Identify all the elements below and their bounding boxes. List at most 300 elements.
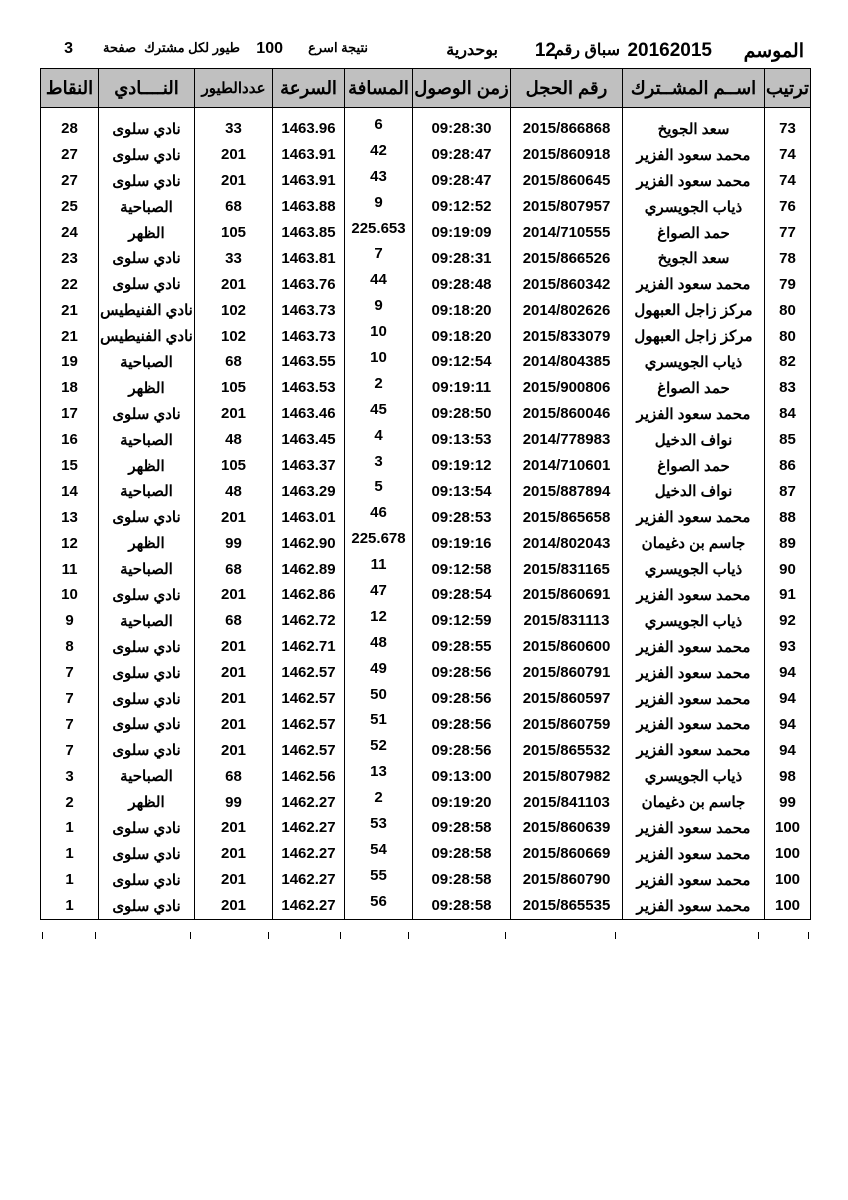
table-row bbox=[41, 271, 811, 297]
cell-ring: 2014/802043 bbox=[511, 530, 623, 556]
cell-distance: 51 bbox=[345, 711, 413, 737]
cell-birds: 201 bbox=[195, 660, 273, 686]
col-header-arrival: زمن الوصول bbox=[413, 69, 511, 108]
cell-distance: 4 bbox=[345, 427, 413, 453]
cell-birds: 201 bbox=[195, 634, 273, 660]
cell-birds: 201 bbox=[195, 867, 273, 893]
cell-distance: 49 bbox=[345, 660, 413, 686]
cell-rank: 94 bbox=[765, 660, 811, 686]
results-table bbox=[40, 68, 811, 920]
cell-arrival: 09:28:56 bbox=[413, 660, 511, 686]
cell-ring: 2015/866526 bbox=[511, 245, 623, 271]
cell-arrival: 09:28:47 bbox=[413, 142, 511, 168]
cell-speed: 1463.29 bbox=[273, 478, 345, 504]
cell-club: نادي سلوى bbox=[99, 815, 195, 841]
cell-arrival: 09:28:58 bbox=[413, 815, 511, 841]
cell-distance: 47 bbox=[345, 582, 413, 608]
col-header-distance: المسافة bbox=[345, 69, 413, 108]
cell-rank: 94 bbox=[765, 737, 811, 763]
cell-rank: 100 bbox=[765, 893, 811, 919]
cell-distance: 2 bbox=[345, 375, 413, 401]
cell-name: محمد سعود الفزير bbox=[623, 168, 765, 194]
table-row bbox=[41, 711, 811, 737]
spacer-cell bbox=[765, 108, 811, 117]
cell-name: حمد الصواغ bbox=[623, 220, 765, 246]
cell-arrival: 09:12:59 bbox=[413, 608, 511, 634]
cell-rank: 79 bbox=[765, 271, 811, 297]
cell-distance: 6 bbox=[345, 116, 413, 142]
cell-distance: 7 bbox=[345, 245, 413, 271]
cell-arrival: 09:18:20 bbox=[413, 323, 511, 349]
cell-rank: 92 bbox=[765, 608, 811, 634]
cell-name: محمد سعود الفزير bbox=[623, 867, 765, 893]
cell-club: الصباحية bbox=[99, 478, 195, 504]
table-row bbox=[41, 582, 811, 608]
cell-name: حمد الصواغ bbox=[623, 453, 765, 479]
table-row bbox=[41, 660, 811, 686]
column-tick-mark bbox=[190, 932, 191, 939]
cell-birds: 33 bbox=[195, 245, 273, 271]
cell-ring: 2015/860645 bbox=[511, 168, 623, 194]
table-row bbox=[41, 789, 811, 815]
cell-rank: 73 bbox=[765, 116, 811, 142]
fastest-count: 100 bbox=[256, 40, 283, 57]
cell-points: 7 bbox=[41, 686, 99, 712]
table-row bbox=[41, 686, 811, 712]
cell-points: 15 bbox=[41, 453, 99, 479]
cell-distance: 11 bbox=[345, 556, 413, 582]
column-tick-mark bbox=[758, 932, 759, 939]
cell-arrival: 09:28:30 bbox=[413, 116, 511, 142]
cell-ring: 2015/865535 bbox=[511, 893, 623, 919]
table-body bbox=[41, 108, 811, 920]
table-row bbox=[41, 453, 811, 479]
cell-name: محمد سعود الفزير bbox=[623, 582, 765, 608]
column-tick-mark bbox=[408, 932, 409, 939]
cell-name: محمد سعود الفزير bbox=[623, 660, 765, 686]
cell-ring: 2015/831165 bbox=[511, 556, 623, 582]
cell-ring: 2015/865532 bbox=[511, 737, 623, 763]
spacer-cell bbox=[195, 108, 273, 117]
cell-points: 12 bbox=[41, 530, 99, 556]
cell-distance: 225.678 bbox=[345, 530, 413, 556]
cell-points: 24 bbox=[41, 220, 99, 246]
cell-speed: 1462.27 bbox=[273, 867, 345, 893]
cell-name: ذياب الجويسري bbox=[623, 194, 765, 220]
cell-name: ذياب الجويسري bbox=[623, 763, 765, 789]
cell-club: نادي سلوى bbox=[99, 116, 195, 142]
cell-speed: 1462.57 bbox=[273, 686, 345, 712]
cell-speed: 1462.86 bbox=[273, 582, 345, 608]
cell-birds: 105 bbox=[195, 375, 273, 401]
col-header-club: النــــادي bbox=[99, 69, 195, 108]
cell-name: جاسم بن دغيمان bbox=[623, 789, 765, 815]
cell-arrival: 09:19:16 bbox=[413, 530, 511, 556]
cell-club: نادي سلوى bbox=[99, 582, 195, 608]
cell-club: الظهر bbox=[99, 789, 195, 815]
race-number: 12 bbox=[534, 40, 556, 61]
fastest-label: نتيجة اسرع bbox=[308, 40, 368, 55]
cell-rank: 82 bbox=[765, 349, 811, 375]
cell-name: مركز زاجل العبهول bbox=[623, 297, 765, 323]
cell-ring: 2014/710601 bbox=[511, 453, 623, 479]
cell-speed: 1463.81 bbox=[273, 245, 345, 271]
table-row bbox=[41, 245, 811, 271]
cell-rank: 80 bbox=[765, 323, 811, 349]
cell-birds: 99 bbox=[195, 789, 273, 815]
cell-rank: 99 bbox=[765, 789, 811, 815]
cell-rank: 94 bbox=[765, 686, 811, 712]
cell-distance: 44 bbox=[345, 271, 413, 297]
cell-arrival: 09:28:56 bbox=[413, 686, 511, 712]
table-row bbox=[41, 815, 811, 841]
cell-ring: 2015/860342 bbox=[511, 271, 623, 297]
spacer-cell bbox=[273, 108, 345, 117]
season-label: الموسم bbox=[743, 41, 804, 62]
cell-name: سعد الجويخ bbox=[623, 245, 765, 271]
cell-name: محمد سعود الفزير bbox=[623, 815, 765, 841]
cell-points: 27 bbox=[41, 142, 99, 168]
cell-birds: 201 bbox=[195, 815, 273, 841]
spacer-cell bbox=[413, 108, 511, 117]
cell-arrival: 09:19:12 bbox=[413, 453, 511, 479]
spacer-cell bbox=[511, 108, 623, 117]
cell-club: الظهر bbox=[99, 375, 195, 401]
cell-club: نادي سلوى bbox=[99, 634, 195, 660]
season-value: 20162015 bbox=[627, 40, 712, 61]
cell-speed: 1462.89 bbox=[273, 556, 345, 582]
cell-rank: 74 bbox=[765, 168, 811, 194]
report-header bbox=[40, 40, 808, 66]
cell-ring: 2015/887894 bbox=[511, 478, 623, 504]
cell-club: الصباحية bbox=[99, 427, 195, 453]
cell-name: مركز زاجل العبهول bbox=[623, 323, 765, 349]
table-row bbox=[41, 737, 811, 763]
cell-speed: 1462.27 bbox=[273, 841, 345, 867]
cell-points: 18 bbox=[41, 375, 99, 401]
cell-points: 19 bbox=[41, 349, 99, 375]
cell-distance: 12 bbox=[345, 608, 413, 634]
cell-birds: 48 bbox=[195, 478, 273, 504]
cell-name: محمد سعود الفزير bbox=[623, 504, 765, 530]
cell-arrival: 09:28:53 bbox=[413, 504, 511, 530]
cell-rank: 100 bbox=[765, 867, 811, 893]
cell-arrival: 09:28:58 bbox=[413, 867, 511, 893]
cell-birds: 105 bbox=[195, 220, 273, 246]
spacer-cell bbox=[41, 108, 99, 117]
cell-speed: 1462.57 bbox=[273, 660, 345, 686]
cell-distance: 43 bbox=[345, 168, 413, 194]
cell-speed: 1463.37 bbox=[273, 453, 345, 479]
cell-rank: 89 bbox=[765, 530, 811, 556]
table-row bbox=[41, 504, 811, 530]
cell-speed: 1463.91 bbox=[273, 142, 345, 168]
cell-distance: 55 bbox=[345, 867, 413, 893]
cell-distance: 52 bbox=[345, 737, 413, 763]
cell-points: 22 bbox=[41, 271, 99, 297]
cell-club: الصباحية bbox=[99, 763, 195, 789]
cell-distance: 48 bbox=[345, 634, 413, 660]
cell-club: نادي سلوى bbox=[99, 168, 195, 194]
cell-arrival: 09:28:48 bbox=[413, 271, 511, 297]
cell-ring: 2014/710555 bbox=[511, 220, 623, 246]
cell-rank: 94 bbox=[765, 711, 811, 737]
spacer-cell bbox=[623, 108, 765, 117]
page-number: 3 bbox=[64, 40, 73, 57]
cell-speed: 1463.88 bbox=[273, 194, 345, 220]
cell-arrival: 09:28:56 bbox=[413, 711, 511, 737]
table-row bbox=[41, 323, 811, 349]
cell-rank: 83 bbox=[765, 375, 811, 401]
cell-arrival: 09:28:58 bbox=[413, 841, 511, 867]
cell-birds: 48 bbox=[195, 427, 273, 453]
cell-points: 14 bbox=[41, 478, 99, 504]
cell-distance: 13 bbox=[345, 763, 413, 789]
cell-arrival: 09:12:54 bbox=[413, 349, 511, 375]
cell-club: نادي سلوى bbox=[99, 401, 195, 427]
col-header-rank: ترتيب bbox=[765, 69, 811, 108]
cell-name: نواف الدخيل bbox=[623, 427, 765, 453]
cell-ring: 2015/807982 bbox=[511, 763, 623, 789]
table-spacer-row bbox=[41, 108, 811, 117]
race-location: بوحدرية bbox=[446, 42, 498, 59]
cell-club: نادي سلوى bbox=[99, 686, 195, 712]
cell-club: نادي سلوى bbox=[99, 245, 195, 271]
cell-arrival: 09:18:20 bbox=[413, 297, 511, 323]
cell-birds: 99 bbox=[195, 530, 273, 556]
cell-club: نادي سلوى bbox=[99, 271, 195, 297]
cell-birds: 33 bbox=[195, 116, 273, 142]
cell-club: الصباحية bbox=[99, 556, 195, 582]
column-tick-mark bbox=[95, 932, 96, 939]
table-row bbox=[41, 608, 811, 634]
cell-birds: 201 bbox=[195, 168, 273, 194]
cell-rank: 100 bbox=[765, 815, 811, 841]
cell-speed: 1463.85 bbox=[273, 220, 345, 246]
table-row bbox=[41, 841, 811, 867]
cell-arrival: 09:28:47 bbox=[413, 168, 511, 194]
cell-points: 27 bbox=[41, 168, 99, 194]
cell-birds: 68 bbox=[195, 556, 273, 582]
cell-club: نادي سلوى bbox=[99, 841, 195, 867]
table-row bbox=[41, 556, 811, 582]
cell-distance: 56 bbox=[345, 893, 413, 919]
table-row bbox=[41, 375, 811, 401]
cell-speed: 1462.57 bbox=[273, 711, 345, 737]
cell-arrival: 09:28:58 bbox=[413, 893, 511, 919]
column-tick-mark bbox=[505, 932, 506, 939]
cell-club: نادي سلوى bbox=[99, 893, 195, 919]
cell-birds: 201 bbox=[195, 504, 273, 530]
cell-ring: 2015/860669 bbox=[511, 841, 623, 867]
cell-rank: 84 bbox=[765, 401, 811, 427]
cell-club: الصباحية bbox=[99, 194, 195, 220]
cell-club: نادي الفنيطيس bbox=[99, 323, 195, 349]
table-row bbox=[41, 297, 811, 323]
cell-points: 1 bbox=[41, 893, 99, 919]
cell-points: 28 bbox=[41, 116, 99, 142]
cell-arrival: 09:19:09 bbox=[413, 220, 511, 246]
cell-club: الصباحية bbox=[99, 349, 195, 375]
cell-distance: 2 bbox=[345, 789, 413, 815]
table-row bbox=[41, 763, 811, 789]
cell-distance: 9 bbox=[345, 297, 413, 323]
table-row bbox=[41, 194, 811, 220]
cell-ring: 2015/807957 bbox=[511, 194, 623, 220]
cell-club: نادي الفنيطيس bbox=[99, 297, 195, 323]
cell-club: نادي سلوى bbox=[99, 867, 195, 893]
cell-name: محمد سعود الفزير bbox=[623, 686, 765, 712]
cell-distance: 10 bbox=[345, 349, 413, 375]
cell-name: محمد سعود الفزير bbox=[623, 401, 765, 427]
cell-rank: 74 bbox=[765, 142, 811, 168]
cell-distance: 9 bbox=[345, 194, 413, 220]
cell-rank: 76 bbox=[765, 194, 811, 220]
per-participant-label: طيور لكل مشترك bbox=[144, 40, 240, 55]
cell-rank: 100 bbox=[765, 841, 811, 867]
cell-points: 11 bbox=[41, 556, 99, 582]
table-row bbox=[41, 427, 811, 453]
cell-rank: 85 bbox=[765, 427, 811, 453]
cell-club: نادي سلوى bbox=[99, 711, 195, 737]
cell-points: 16 bbox=[41, 427, 99, 453]
cell-ring: 2015/831113 bbox=[511, 608, 623, 634]
cell-points: 21 bbox=[41, 323, 99, 349]
cell-distance: 54 bbox=[345, 841, 413, 867]
cell-points: 1 bbox=[41, 815, 99, 841]
cell-club: نادي سلوى bbox=[99, 660, 195, 686]
cell-club: الظهر bbox=[99, 530, 195, 556]
table-header-row bbox=[41, 69, 811, 108]
cell-name: ذياب الجويسري bbox=[623, 608, 765, 634]
cell-birds: 201 bbox=[195, 737, 273, 763]
cell-birds: 201 bbox=[195, 582, 273, 608]
cell-speed: 1463.01 bbox=[273, 504, 345, 530]
cell-points: 8 bbox=[41, 634, 99, 660]
table-row bbox=[41, 478, 811, 504]
column-tick-mark bbox=[42, 932, 43, 939]
cell-ring: 2014/804385 bbox=[511, 349, 623, 375]
cell-speed: 1462.27 bbox=[273, 815, 345, 841]
cell-name: ذياب الجويسري bbox=[623, 556, 765, 582]
cell-name: محمد سعود الفزير bbox=[623, 142, 765, 168]
cell-arrival: 09:13:00 bbox=[413, 763, 511, 789]
cell-name: ذياب الجويسري bbox=[623, 349, 765, 375]
cell-ring: 2015/860759 bbox=[511, 711, 623, 737]
race-label: سباق رقم bbox=[554, 42, 620, 59]
cell-ring: 2015/900806 bbox=[511, 375, 623, 401]
cell-points: 13 bbox=[41, 504, 99, 530]
cell-distance: 3 bbox=[345, 453, 413, 479]
cell-club: الظهر bbox=[99, 220, 195, 246]
cell-ring: 2015/860790 bbox=[511, 867, 623, 893]
table-row bbox=[41, 893, 811, 919]
cell-distance: 45 bbox=[345, 401, 413, 427]
cell-arrival: 09:12:58 bbox=[413, 556, 511, 582]
cell-name: جاسم بن دغيمان bbox=[623, 530, 765, 556]
cell-speed: 1463.45 bbox=[273, 427, 345, 453]
cell-name: محمد سعود الفزير bbox=[623, 271, 765, 297]
spacer-cell bbox=[99, 108, 195, 117]
table-row bbox=[41, 634, 811, 660]
cell-speed: 1463.46 bbox=[273, 401, 345, 427]
cell-birds: 201 bbox=[195, 686, 273, 712]
table-row bbox=[41, 168, 811, 194]
cell-arrival: 09:13:54 bbox=[413, 478, 511, 504]
cell-points: 7 bbox=[41, 737, 99, 763]
cell-arrival: 09:19:20 bbox=[413, 789, 511, 815]
cell-rank: 80 bbox=[765, 297, 811, 323]
cell-birds: 68 bbox=[195, 763, 273, 789]
cell-ring: 2015/866868 bbox=[511, 116, 623, 142]
cell-ring: 2015/865658 bbox=[511, 504, 623, 530]
cell-rank: 77 bbox=[765, 220, 811, 246]
cell-points: 25 bbox=[41, 194, 99, 220]
cell-birds: 201 bbox=[195, 711, 273, 737]
cell-name: سعد الجويخ bbox=[623, 116, 765, 142]
cell-birds: 68 bbox=[195, 194, 273, 220]
cell-speed: 1463.73 bbox=[273, 323, 345, 349]
table-row bbox=[41, 530, 811, 556]
cell-speed: 1463.91 bbox=[273, 168, 345, 194]
cell-arrival: 09:28:55 bbox=[413, 634, 511, 660]
cell-name: محمد سعود الفزير bbox=[623, 737, 765, 763]
cell-distance: 225.653 bbox=[345, 220, 413, 246]
cell-birds: 68 bbox=[195, 608, 273, 634]
cell-birds: 105 bbox=[195, 453, 273, 479]
cell-points: 23 bbox=[41, 245, 99, 271]
cell-arrival: 09:19:11 bbox=[413, 375, 511, 401]
cell-birds: 68 bbox=[195, 349, 273, 375]
cell-ring: 2014/778983 bbox=[511, 427, 623, 453]
page-label: صفحة bbox=[103, 40, 136, 55]
cell-speed: 1463.96 bbox=[273, 116, 345, 142]
cell-ring: 2015/860639 bbox=[511, 815, 623, 841]
cell-speed: 1462.56 bbox=[273, 763, 345, 789]
cell-ring: 2015/860600 bbox=[511, 634, 623, 660]
cell-ring: 2015/841103 bbox=[511, 789, 623, 815]
table-row bbox=[41, 401, 811, 427]
cell-speed: 1462.71 bbox=[273, 634, 345, 660]
cell-points: 3 bbox=[41, 763, 99, 789]
cell-rank: 78 bbox=[765, 245, 811, 271]
spacer-cell bbox=[345, 108, 413, 117]
cell-speed: 1462.27 bbox=[273, 893, 345, 919]
cell-rank: 91 bbox=[765, 582, 811, 608]
cell-speed: 1463.55 bbox=[273, 349, 345, 375]
col-header-speed: السرعة bbox=[273, 69, 345, 108]
cell-distance: 50 bbox=[345, 686, 413, 712]
cell-rank: 98 bbox=[765, 763, 811, 789]
table-row bbox=[41, 867, 811, 893]
cell-distance: 46 bbox=[345, 504, 413, 530]
cell-birds: 201 bbox=[195, 142, 273, 168]
cell-distance: 53 bbox=[345, 815, 413, 841]
col-header-name: اســم المشــترك bbox=[623, 69, 765, 108]
cell-ring: 2015/860918 bbox=[511, 142, 623, 168]
cell-rank: 87 bbox=[765, 478, 811, 504]
cell-ring: 2014/802626 bbox=[511, 297, 623, 323]
cell-ring: 2015/860597 bbox=[511, 686, 623, 712]
cell-arrival: 09:12:52 bbox=[413, 194, 511, 220]
cell-club: الصباحية bbox=[99, 608, 195, 634]
column-tick-mark bbox=[268, 932, 269, 939]
cell-name: حمد الصواغ bbox=[623, 375, 765, 401]
cell-speed: 1463.76 bbox=[273, 271, 345, 297]
cell-points: 7 bbox=[41, 660, 99, 686]
cell-birds: 201 bbox=[195, 401, 273, 427]
cell-rank: 93 bbox=[765, 634, 811, 660]
